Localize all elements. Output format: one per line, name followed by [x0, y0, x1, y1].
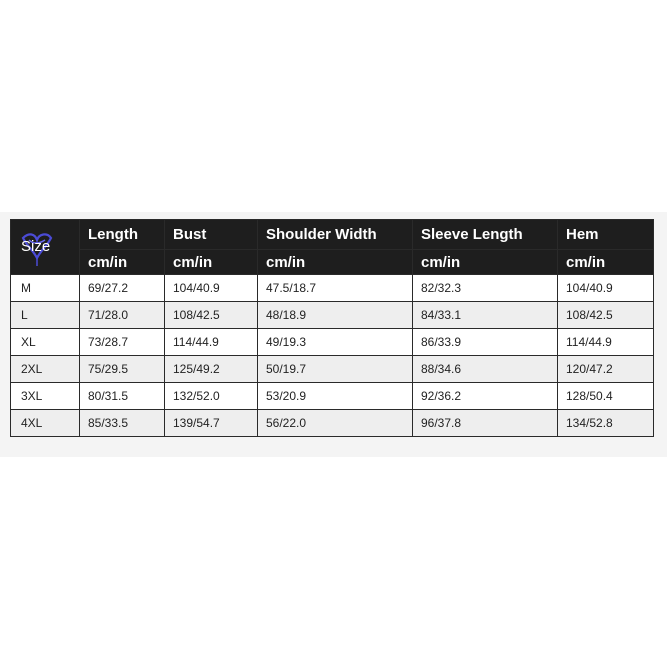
- table-row: [11, 356, 654, 383]
- size-header-label: Size: [21, 238, 51, 255]
- table-cell: 86/33.9: [413, 329, 558, 356]
- unit-bust: cm/in: [165, 250, 258, 275]
- table-cell: 73/28.7: [80, 329, 165, 356]
- table-cell: 80/31.5: [80, 383, 165, 410]
- table-cell: 53/20.9: [258, 383, 413, 410]
- column-header-hem: Hem: [558, 220, 654, 250]
- size-cell: XL: [11, 329, 80, 356]
- size-column-header: [11, 220, 80, 275]
- unit-length: cm/in: [80, 250, 165, 275]
- table-cell: 108/42.5: [558, 302, 654, 329]
- table-cell: 75/29.5: [80, 356, 165, 383]
- column-header-bust: Bust: [165, 220, 258, 250]
- header-row-units: [11, 250, 654, 275]
- table-cell: 128/50.4: [558, 383, 654, 410]
- table-cell: 48/18.9: [258, 302, 413, 329]
- table-cell: 71/28.0: [80, 302, 165, 329]
- unit-sleeve-length: cm/in: [413, 250, 558, 275]
- table-row: [11, 302, 654, 329]
- table-cell: 125/49.2: [165, 356, 258, 383]
- table-row: [11, 275, 654, 302]
- table-cell: 56/22.0: [258, 410, 413, 437]
- table-cell: 104/40.9: [165, 275, 258, 302]
- table-cell: 82/32.3: [413, 275, 558, 302]
- table-cell: 47.5/18.7: [258, 275, 413, 302]
- unit-shoulder-width: cm/in: [258, 250, 413, 275]
- table-cell: 104/40.9: [558, 275, 654, 302]
- table-cell: 84/33.1: [413, 302, 558, 329]
- unit-hem: cm/in: [558, 250, 654, 275]
- header-row-labels: [11, 220, 654, 250]
- table-cell: 108/42.5: [165, 302, 258, 329]
- table-cell: 96/37.8: [413, 410, 558, 437]
- table-cell: 134/52.8: [558, 410, 654, 437]
- size-cell: M: [11, 275, 80, 302]
- size-chart-table: [10, 219, 654, 437]
- column-header-length: Length: [80, 220, 165, 250]
- table-cell: 88/34.6: [413, 356, 558, 383]
- size-cell: 4XL: [11, 410, 80, 437]
- table-row: [11, 329, 654, 356]
- column-header-shoulder-width: Shoulder Width: [258, 220, 413, 250]
- table-cell: 50/19.7: [258, 356, 413, 383]
- size-cell: 2XL: [11, 356, 80, 383]
- table-cell: 132/52.0: [165, 383, 258, 410]
- table-row: [11, 383, 654, 410]
- column-header-sleeve-length: Sleeve Length: [413, 220, 558, 250]
- table-cell: 139/54.7: [165, 410, 258, 437]
- size-cell: L: [11, 302, 80, 329]
- size-cell: 3XL: [11, 383, 80, 410]
- table-cell: 92/36.2: [413, 383, 558, 410]
- table-cell: 69/27.2: [80, 275, 165, 302]
- table-cell: 49/19.3: [258, 329, 413, 356]
- table-cell: 85/33.5: [80, 410, 165, 437]
- table-cell: 120/47.2: [558, 356, 654, 383]
- table-cell: 114/44.9: [165, 329, 258, 356]
- table-cell: 114/44.9: [558, 329, 654, 356]
- table-row: [11, 410, 654, 437]
